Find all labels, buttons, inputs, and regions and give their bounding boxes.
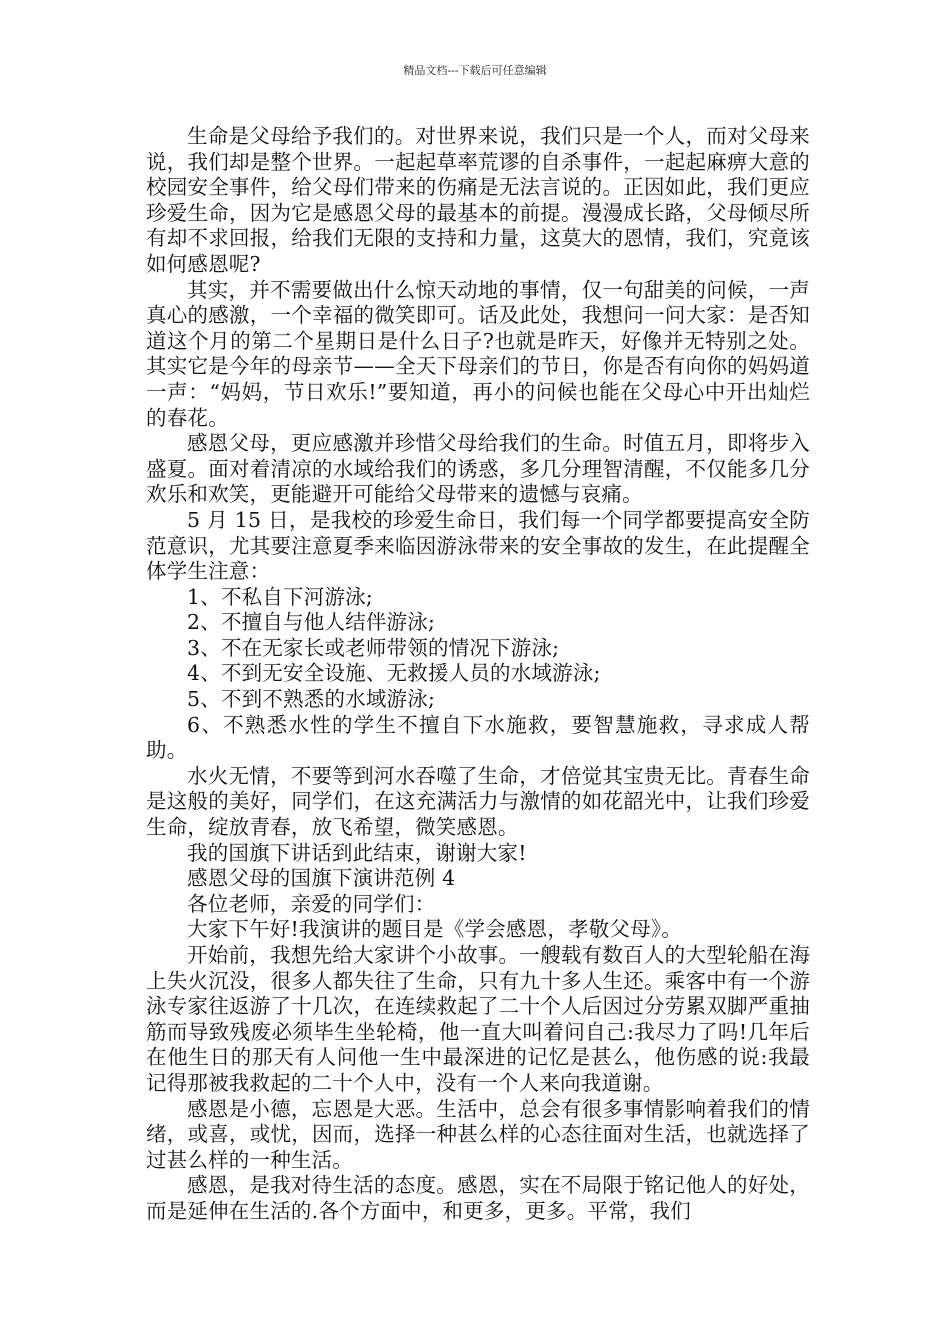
section-title: 感恩父母的国旗下演讲范例 4 <box>187 866 456 891</box>
paragraph-6: 开始前，我想先给大家讲个小故事。一艘载有数百人的大型轮船在海上失火沉没，很多人都失往了生命，只有九十多人生还。乘客中有一个游泳专家往返游了十几次，在连续救起了二十个人后因过分劳累双脚严重抽筋而导致残废必须毕生坐轮椅，他一直大叫着问自己:我尽力了吗!几年后在他生日的那天有人问他一生中最深进的记忆是甚么，他伤感的说:我最记得那被我救起的二十个人中，没有一个人来向我道谢。 <box>146 943 810 1095</box>
list-item-2: 2、不擅自与他人结伴游泳; <box>187 610 436 635</box>
paragraph-1: 生命是父母给予我们的。对世界来说，我们只是一个人，而对父母来说，我们却是整个世界。一起起草率荒谬的自杀事件，一起起麻痹大意的校园安全事件，给父母们带来的伤痛是无法言说的。正因如此，我们更应珍爱生命，因为它是感恩父母的最基本的前提。漫漫成长路，父母倾尽所有却不求回报，给我们无限的支持和力量，这莫大的恩情，我们，究竟该如何感恩呢? <box>146 124 810 276</box>
paragraph-5: 水火无情，不要等到河水吞噬了生命，才倍觉其宝贵无比。青春生命是这般的美好，同学们，在这充满活力与激情的如花韶光中，让我们珍爱生命，绽放青春，放飞希望，微笑感恩。 <box>146 763 810 840</box>
paragraph-8: 感恩，是我对待生活的态度。感恩，实在不局限于铭记他人的好处，而是延伸在生活的.各个方面中，和更多，更多。平常，我们 <box>146 1173 810 1223</box>
page-header: 精品文档---下载后可任意编辑 <box>403 64 547 77</box>
list-item-4: 4、不到无安全设施、无救援人员的水域游泳; <box>187 661 601 686</box>
list-item-6: 6、不熟悉水性的学生不擅自下水施救，要智慧施救，寻求成人帮助。 <box>146 712 810 763</box>
list-item-1: 1、不私自下河游泳; <box>187 584 373 609</box>
paragraph-7: 感恩是小德，忘恩是大恶。生活中，总会有很多事情影响着我们的情绪，或喜，或忧，因而，选择一种甚么样的心态往面对生活，也就选择了过甚么样的一种生活。 <box>146 1096 810 1172</box>
paragraph-4: 5 月 15 日，是我校的珍爱生命日，我们每一个同学都要提高安全防范意识，尤其要注意夏季来临因游泳带来的安全事故的发生，在此提醒全体学生注意： <box>146 507 810 584</box>
list-item-5: 5、不到不熟悉的水域游泳; <box>187 687 436 712</box>
salutation: 各位老师，亲爱的同学们： <box>187 891 436 916</box>
document-body <box>146 124 810 1225</box>
paragraph-2: 其实，并不需要做出什么惊天动地的事情，仅一句甜美的问候，一声真心的感激，一个幸福的微笑即可。话及此处，我想问一问大家：是否知道这个月的第二个星期日是什么日子?也就是昨天，好像并无特别之处。其实它是今年的母亲节——全天下母亲们的节日，你是否有向你的妈妈道一声：“妈妈，节日欢乐!”要知道，再小的问候也能在父母心中开出灿烂的春花。 <box>146 277 810 430</box>
list-item-3: 3、不在无家长或老师带领的情况下游泳; <box>187 635 560 660</box>
closing-line: 我的国旗下讲话到此结束，谢谢大家! <box>187 840 527 865</box>
paragraph-3: 感恩父母，更应感激并珍惜父母给我们的生命。时值五月，即将步入盛夏。面对着清凉的水域给我们的诱惑，多几分理智清醒，不仅能多几分欢乐和欢笑，更能避开可能给父母带来的遗憾与哀痛。 <box>146 431 810 507</box>
greeting: 大家下午好!我演讲的题目是《学会感恩，孝敬父母》。 <box>187 917 682 942</box>
